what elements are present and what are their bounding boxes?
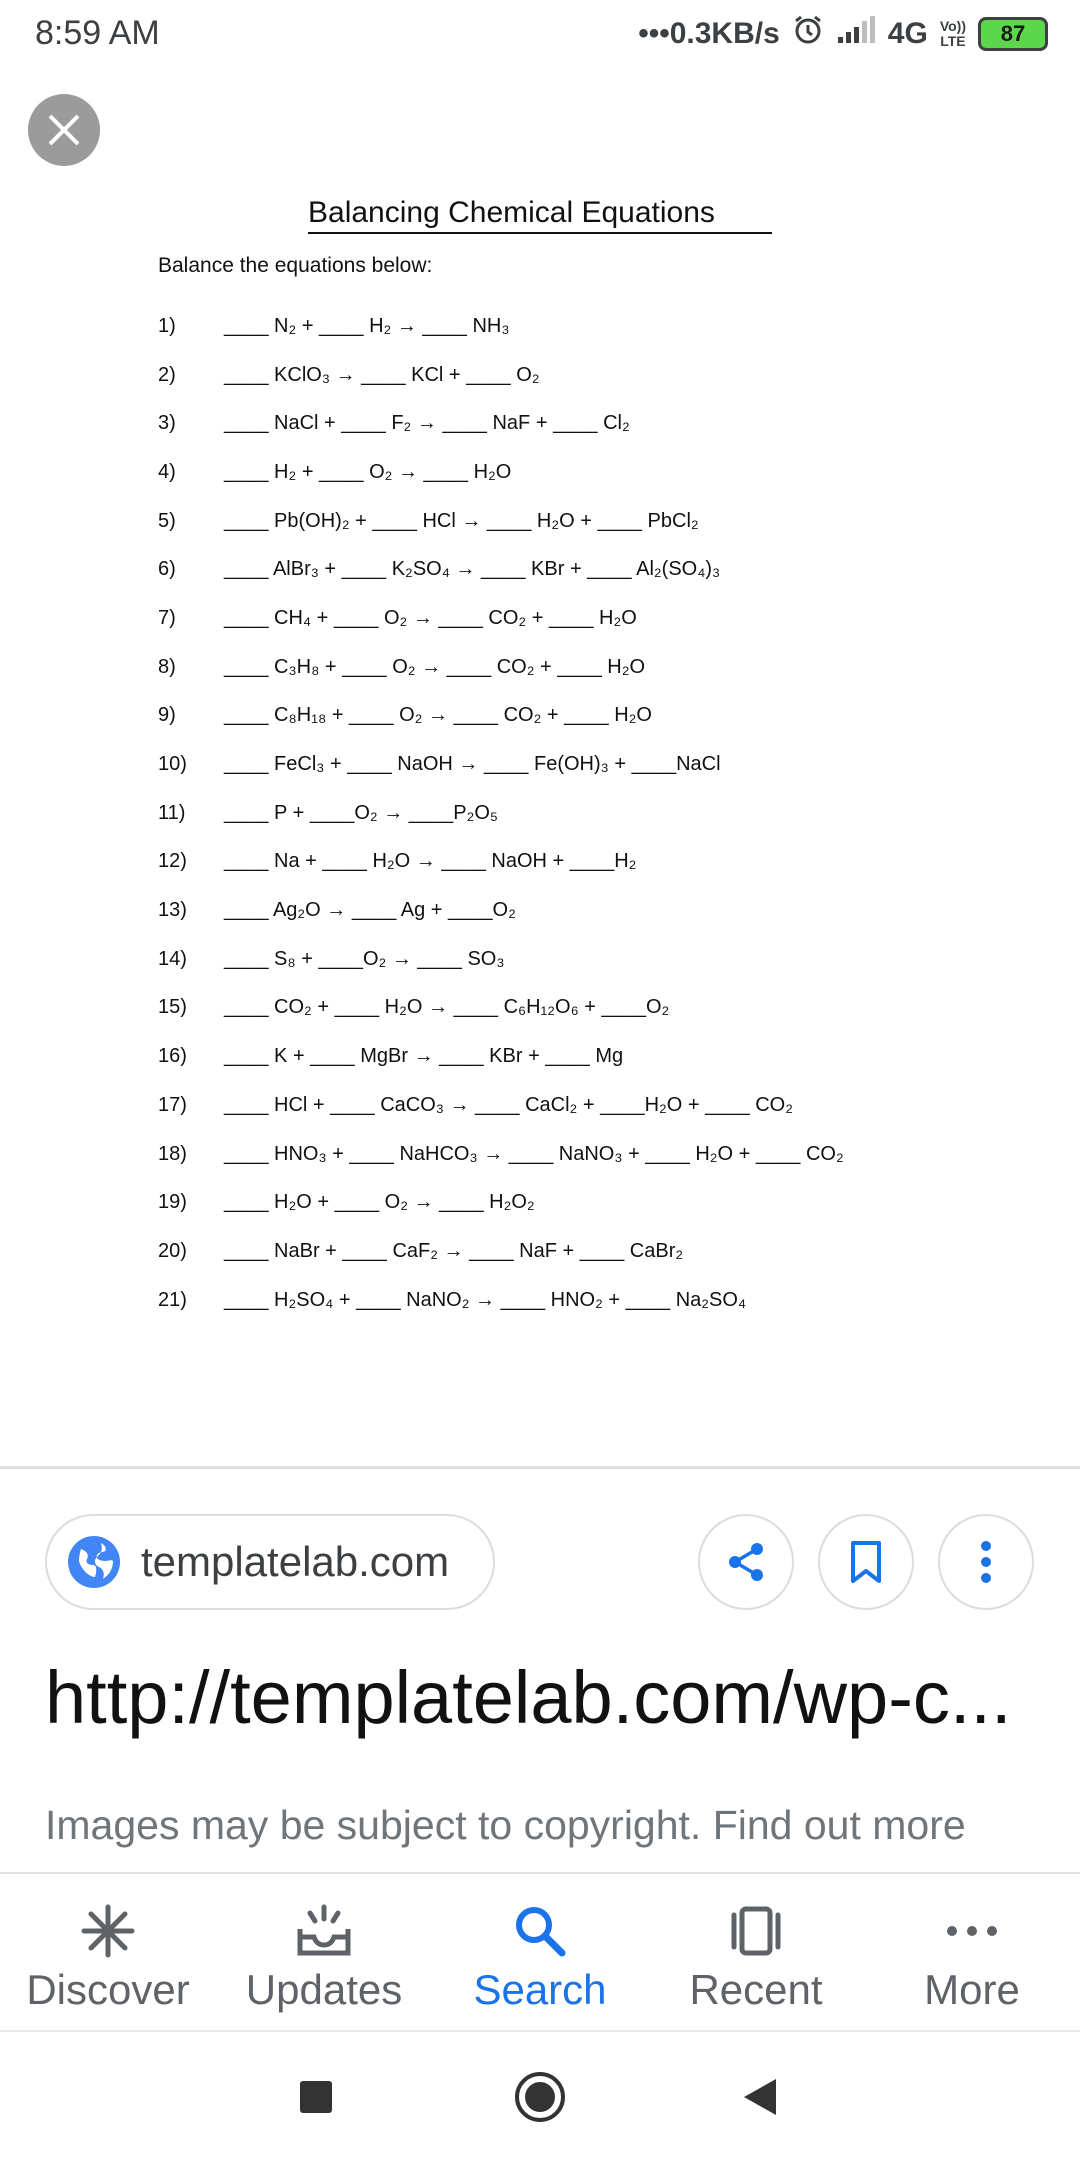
equation-number: 10)	[158, 753, 187, 776]
search-icon	[512, 1903, 568, 1959]
more-horizontal-icon	[944, 1921, 1000, 1941]
battery-level: 87	[1000, 21, 1026, 46]
equation-text: ____ CO₂ + ____ H₂O → ____ C₆H₁₂O₆ + ____O₂	[224, 996, 670, 1019]
source-domain: templatelab.com	[141, 1538, 450, 1585]
close-button[interactable]	[28, 94, 100, 166]
recents-system-button[interactable]	[256, 2032, 376, 2162]
equation-text: ____ Pb(OH)₂ + ____ HCl → ____ H₂O + ____ PbCl₂	[224, 509, 699, 532]
equation-text: ____ Na + ____ H₂O → ____ NaOH + ____H₂	[224, 850, 637, 873]
equation-row	[158, 1032, 844, 1081]
system-nav-bar	[0, 2030, 1080, 2162]
equation-row	[158, 1081, 844, 1130]
equation-row	[158, 935, 844, 984]
equation-text: ____ FeCl₃ + ____ NaOH → ____ Fe(OH)₃ + ____NaCl	[224, 753, 721, 776]
signal-icon	[836, 15, 876, 53]
equation-text: ____ P + ____O₂ → ____P₂O₅	[224, 801, 498, 824]
volte-top: Vo))	[939, 18, 966, 34]
equation-row	[158, 789, 844, 838]
close-icon	[47, 113, 81, 147]
equation-text: ____ H₂SO₄ + ____ NaNO₂ → ____ HNO₂ + ____ Na₂SO₄	[224, 1288, 747, 1311]
equation-number: 15)	[158, 996, 187, 1019]
recent-tabs-icon	[726, 1903, 786, 1959]
network-speed: •••0.3KB/s	[638, 17, 780, 50]
equation-number: 2)	[158, 363, 176, 386]
worksheet-instructions: Balance the equations below:	[158, 254, 433, 277]
equation-row	[158, 1276, 844, 1325]
bookmark-button[interactable]	[818, 1514, 914, 1610]
equation-number: 8)	[158, 655, 176, 678]
equation-text: ____ AlBr₃ + ____ K₂SO₄ → ____ KBr + ____ Al₂(SO₄)₃	[224, 558, 721, 581]
globe-icon	[67, 1535, 121, 1589]
square-icon	[298, 2079, 334, 2115]
equation-text: ____ NaCl + ____ F₂ → ____ NaF + ____ Cl₂	[224, 412, 630, 435]
equation-number: 20)	[158, 1239, 187, 1262]
more-options-button[interactable]	[938, 1514, 1034, 1610]
equation-row	[158, 643, 844, 692]
equation-text: ____ KClO₃ → ____ KCl + ____ O₂	[224, 363, 540, 386]
nav-search[interactable]	[432, 1874, 648, 2030]
alarm-icon	[792, 14, 824, 54]
nav-discover[interactable]	[0, 1874, 216, 2030]
nav-more[interactable]	[864, 1874, 1080, 2030]
equation-number: 11)	[158, 801, 186, 824]
more-vertical-icon	[980, 1540, 992, 1584]
equation-number: 5)	[158, 509, 176, 532]
equation-number: 13)	[158, 899, 187, 922]
equation-number: 12)	[158, 850, 187, 873]
equation-number: 4)	[158, 460, 176, 483]
equation-number: 3)	[158, 412, 176, 435]
equation-number: 1)	[158, 314, 176, 337]
equation-number: 18)	[158, 1142, 187, 1165]
equation-number: 21)	[158, 1288, 187, 1311]
asterisk-icon	[80, 1903, 136, 1959]
equation-text: ____ HCl + ____ CaCO₃ → ____ CaCl₂ + ____H₂O + ____ CO₂	[224, 1093, 793, 1116]
nav-label-updates: Updates	[245, 1966, 403, 2013]
equation-text: ____ Ag₂O → ____ Ag + ____O₂	[224, 899, 516, 922]
bookmark-icon	[848, 1540, 884, 1584]
equation-number: 17)	[158, 1093, 187, 1116]
equation-row	[158, 1227, 844, 1276]
equation-row	[158, 740, 844, 789]
equation-row	[158, 1130, 844, 1179]
equation-text: ____ N₂ + ____ H₂ → ____ NH₃	[224, 314, 510, 337]
equation-row	[158, 351, 844, 400]
equation-row	[158, 302, 844, 351]
equation-row	[158, 838, 844, 887]
nav-label-discover: Discover	[26, 1966, 190, 2013]
status-indicators	[638, 14, 1048, 54]
worksheet-title: Balancing Chemical Equations	[308, 196, 772, 234]
equation-row	[158, 594, 844, 643]
worksheet-image[interactable]	[0, 180, 1080, 1320]
back-triangle-icon	[742, 2077, 778, 2117]
equation-text: ____ NaBr + ____ CaF₂ → ____ NaF + ____ CaBr₂	[224, 1239, 684, 1262]
nav-updates[interactable]	[216, 1874, 432, 2030]
volte-badge	[940, 19, 966, 49]
equation-text: ____ C₈H₁₈ + ____ O₂ → ____ CO₂ + ____ H₂O	[224, 704, 652, 727]
equation-text: ____ C₃H₈ + ____ O₂ → ____ CO₂ + ____ H₂O	[224, 655, 646, 678]
equation-number: 9)	[158, 704, 176, 727]
equation-row	[158, 448, 844, 497]
nav-label-search: Search	[473, 1966, 607, 2013]
equation-number: 16)	[158, 1045, 187, 1068]
home-system-button[interactable]	[480, 2032, 600, 2162]
equation-number: 19)	[158, 1191, 187, 1214]
equation-row	[158, 692, 844, 741]
share-button[interactable]	[698, 1514, 794, 1610]
status-bar	[0, 0, 1080, 70]
equation-text: ____ HNO₃ + ____ NaHCO₃ → ____ NaNO₃ + ____ H₂O + ____ CO₂	[224, 1142, 844, 1165]
share-icon	[724, 1540, 768, 1584]
copyright-notice[interactable]: Images may be subject to copyright. Find out more	[45, 1802, 966, 1848]
equation-list	[158, 302, 844, 1324]
status-time: 8:59 AM	[35, 14, 160, 52]
result-url[interactable]: http://templatelab.com/wp-c...	[45, 1656, 1012, 1739]
equation-row	[158, 886, 844, 935]
equation-text: ____ H₂ + ____ O₂ → ____ H₂O	[224, 460, 512, 483]
volte-bottom: LTE	[940, 33, 966, 49]
divider	[0, 1466, 1080, 1469]
nav-label-recent: Recent	[689, 1966, 823, 2013]
bottom-nav	[0, 1872, 1080, 2030]
equation-text: ____ K + ____ MgBr → ____ KBr + ____ Mg	[224, 1045, 624, 1068]
inbox-updates-icon	[294, 1903, 354, 1959]
equation-text: ____ H₂O + ____ O₂ → ____ H₂O₂	[224, 1191, 535, 1214]
equation-text: ____ CH₄ + ____ O₂ → ____ CO₂ + ____ H₂O	[224, 606, 637, 629]
equation-text: ____ S₈ + ____O₂ → ____ SO₃	[224, 947, 505, 970]
equation-row	[158, 984, 844, 1033]
source-chip[interactable]	[45, 1514, 495, 1610]
network-type: 4G	[887, 17, 928, 50]
home-circle-icon	[514, 2071, 566, 2123]
nav-recent[interactable]	[648, 1874, 864, 2030]
equation-row	[158, 497, 844, 546]
battery-icon	[978, 17, 1048, 51]
equation-row	[158, 399, 844, 448]
equation-row	[158, 1178, 844, 1227]
equation-number: 7)	[158, 606, 176, 629]
equation-row	[158, 545, 844, 594]
nav-label-more: More	[924, 1966, 1020, 2013]
equation-number: 14)	[158, 947, 187, 970]
back-system-button[interactable]	[700, 2032, 820, 2162]
equation-number: 6)	[158, 558, 176, 581]
